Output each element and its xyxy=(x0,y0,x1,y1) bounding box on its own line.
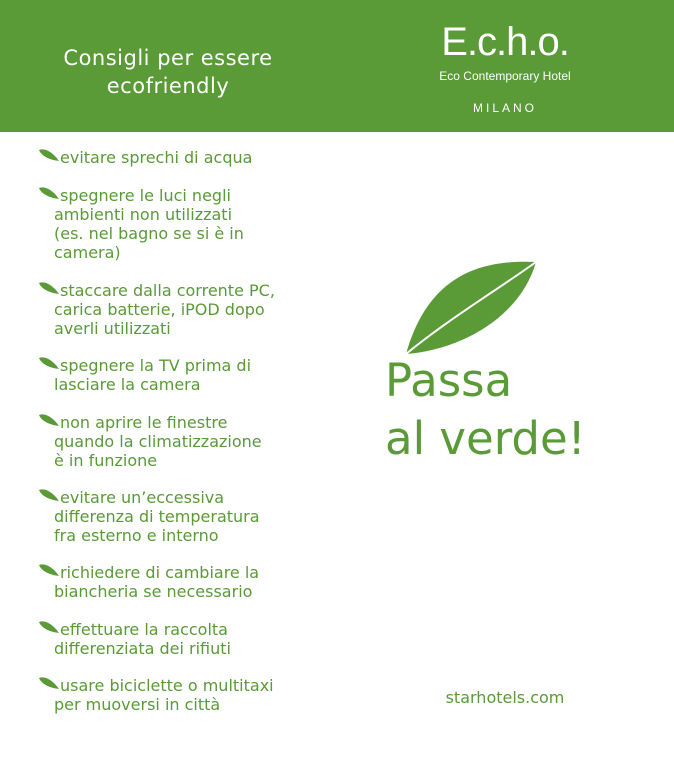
tip-text: usare biciclette o multitaxi per muoversi in città xyxy=(54,676,274,714)
header-title xyxy=(28,44,308,100)
tip-text: spegnere la TV prima di lasciare la camera xyxy=(54,356,252,394)
tip-text: non aprire le finestre quando la climatizzazione è in funzione xyxy=(54,413,262,470)
leaf-icon xyxy=(38,563,60,577)
list-item xyxy=(38,563,348,601)
list-item xyxy=(38,281,348,338)
list-item xyxy=(38,356,348,394)
list-item xyxy=(38,620,348,658)
list-item xyxy=(38,186,348,262)
tip-text: spegnere le luci negli ambienti non utilizzati (es. nel bagno se si è in camera) xyxy=(54,186,244,262)
slogan-line1: Passa xyxy=(385,354,513,407)
leaf-icon xyxy=(38,413,60,427)
leaf-icon xyxy=(38,676,60,690)
tip-text: richiedere di cambiare la biancheria se necessario xyxy=(54,563,260,601)
tip-text: staccare dalla corrente PC, carica batterie, iPOD dopo averli utilizzati xyxy=(54,281,275,338)
leaf-icon xyxy=(38,488,60,502)
list-item xyxy=(38,676,348,714)
tip-text: effettuare la raccolta differenziata dei rifiuti xyxy=(54,620,231,658)
leaf-icon xyxy=(38,186,60,200)
leaf-icon xyxy=(38,620,60,634)
brand-name: E.c.h.o. xyxy=(441,20,569,64)
header-title-line2: ecofriendly xyxy=(106,74,230,98)
brand-subtitle: Eco Contemporary Hotel xyxy=(439,69,571,83)
leaf-icon xyxy=(400,258,540,358)
header-banner xyxy=(0,0,674,132)
list-item xyxy=(38,413,348,470)
leaf-icon xyxy=(38,148,60,162)
header-title-line1: Consigli per essere xyxy=(63,46,273,70)
tip-text: evitare sprechi di acqua xyxy=(60,148,253,167)
tip-text: evitare un’eccessiva differenza di temperatura fra esterno e interno xyxy=(54,488,260,545)
slogan-line2: al verde! xyxy=(385,412,586,465)
brand-city: MILANO xyxy=(472,101,537,115)
leaf-icon xyxy=(38,356,60,370)
slogan xyxy=(385,352,665,468)
website-link[interactable]: starhotels.com xyxy=(445,688,565,707)
leaf-icon xyxy=(38,281,60,295)
list-item xyxy=(38,488,348,545)
hotel-logo xyxy=(400,20,610,115)
list-item xyxy=(38,148,348,167)
